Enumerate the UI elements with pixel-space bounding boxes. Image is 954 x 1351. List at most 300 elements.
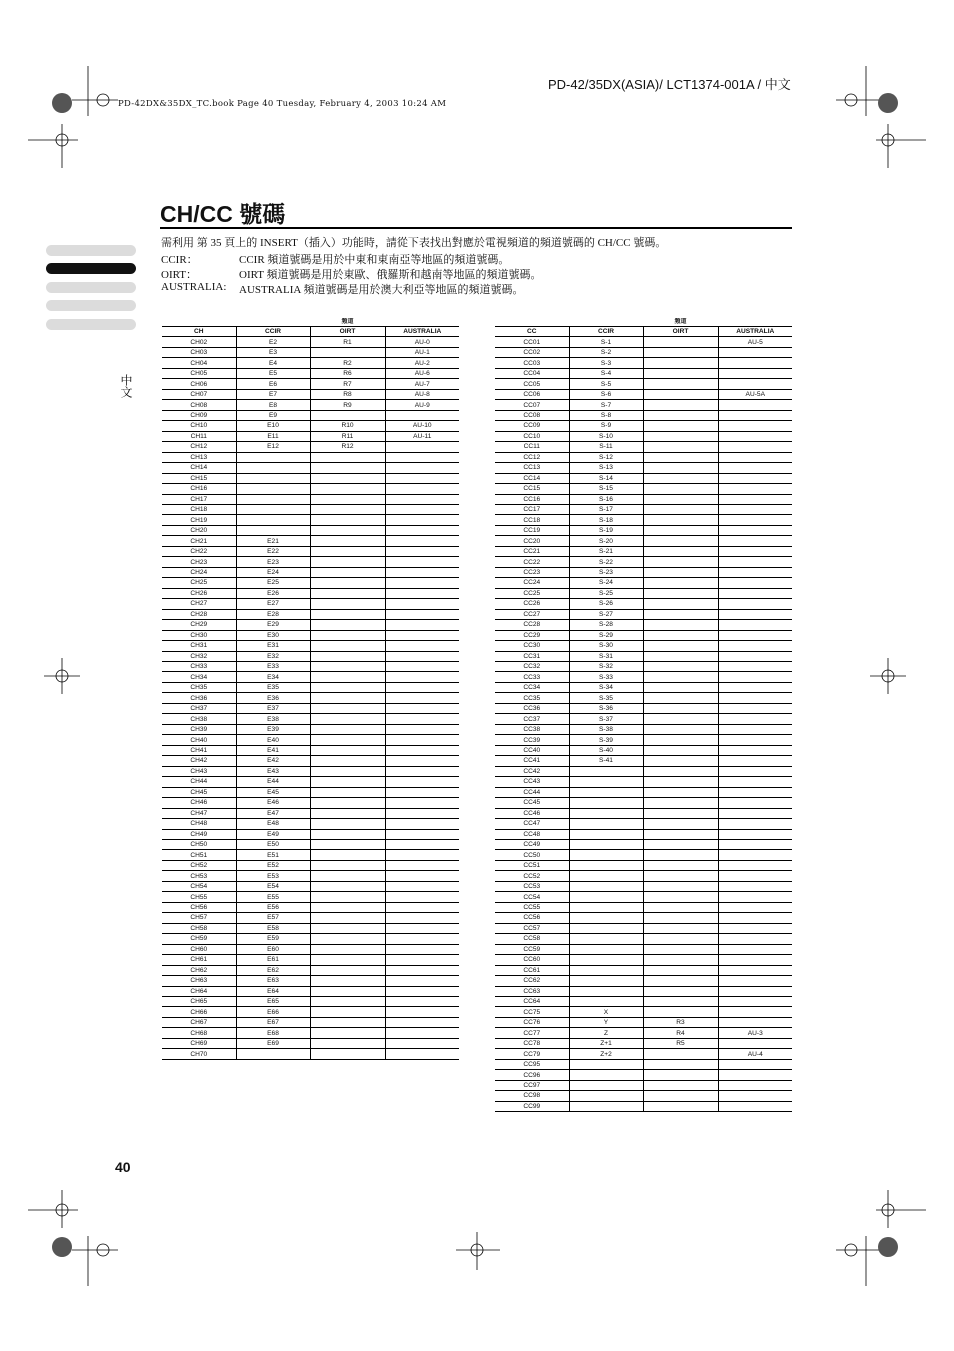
table-cell: [310, 986, 385, 996]
table-row: [495, 1017, 792, 1027]
table-cell: [718, 463, 792, 473]
table-cell: E55: [236, 892, 310, 902]
table-cell: E9: [236, 410, 310, 420]
table-cell: [385, 986, 459, 996]
table-cell: E36: [236, 693, 310, 703]
table-cell: [643, 442, 718, 452]
table-cell: CC97: [495, 1080, 569, 1090]
table-cell: AU-5A: [718, 389, 792, 399]
table-cell: CH68: [162, 1028, 236, 1038]
table-row: [495, 452, 792, 462]
table-cell: [385, 1049, 459, 1059]
table-row: [162, 965, 459, 975]
table-cell: S-14: [569, 473, 643, 483]
table-cell: AU-5: [718, 337, 792, 347]
table-cell: [310, 944, 385, 954]
table-cell: CC11: [495, 442, 569, 452]
table-cell: [643, 515, 718, 525]
table-cell: [310, 567, 385, 577]
table-row: [495, 662, 792, 672]
table-cell: [385, 703, 459, 713]
table-cell: [718, 662, 792, 672]
table-cell: R5: [643, 1038, 718, 1048]
table-row: [495, 473, 792, 483]
table-row: [495, 630, 792, 640]
table-row: [495, 1059, 792, 1069]
table-cell: [310, 724, 385, 734]
table-cell: E54: [236, 881, 310, 891]
table-cell: E51: [236, 850, 310, 860]
table-cell: CC48: [495, 829, 569, 839]
table-cell: CC21: [495, 546, 569, 556]
table-cell: [643, 641, 718, 651]
table-cell: [643, 1080, 718, 1090]
table-cell: CC06: [495, 389, 569, 399]
table-cell: [569, 819, 643, 829]
table-row: [495, 421, 792, 431]
table-cell: CH64: [162, 986, 236, 996]
table-cell: R9: [310, 400, 385, 410]
table-cell: S-23: [569, 567, 643, 577]
column-header: AUSTRALIA: [718, 327, 792, 337]
table-cell: [310, 682, 385, 692]
table-cell: S-21: [569, 546, 643, 556]
table-cell: [385, 745, 459, 755]
table-cell: [385, 860, 459, 870]
group-spacer: [495, 318, 569, 327]
table-cell: E33: [236, 662, 310, 672]
table-cell: [385, 682, 459, 692]
table-cell: CH27: [162, 599, 236, 609]
table-cell: [385, 504, 459, 514]
table-cell: [718, 1080, 792, 1090]
table-row: [162, 787, 459, 797]
table-cell: R7: [310, 379, 385, 389]
table-cell: CH19: [162, 515, 236, 525]
table-cell: [718, 808, 792, 818]
table-row: [162, 693, 459, 703]
table-cell: [718, 997, 792, 1007]
table-row: [495, 578, 792, 588]
table-cell: [385, 641, 459, 651]
table-cell: [643, 410, 718, 420]
table-cell: E38: [236, 714, 310, 724]
side-tab-active: [46, 263, 136, 274]
table-cell: S-9: [569, 421, 643, 431]
table-cell: CC09: [495, 421, 569, 431]
table-cell: [569, 1080, 643, 1090]
table-cell: R10: [310, 421, 385, 431]
table-cell: [718, 452, 792, 462]
table-cell: [385, 756, 459, 766]
table-cell: [310, 662, 385, 672]
table-cell: [385, 463, 459, 473]
table-cell: CC76: [495, 1017, 569, 1027]
table-cell: [643, 1091, 718, 1101]
table-cell: [569, 881, 643, 891]
table-row: [162, 546, 459, 556]
table-cell: [643, 599, 718, 609]
table-cell: [718, 777, 792, 787]
table-cell: CH10: [162, 421, 236, 431]
table-cell: CH17: [162, 494, 236, 504]
table-cell: [310, 997, 385, 1007]
table-cell: CC37: [495, 714, 569, 724]
table-row: [162, 588, 459, 598]
table-row: [162, 557, 459, 567]
table-cell: CC51: [495, 860, 569, 870]
table-cell: [310, 934, 385, 944]
table-row: [162, 1049, 459, 1059]
table-cell: [310, 651, 385, 661]
table-cell: [643, 745, 718, 755]
table-cell: S-40: [569, 745, 643, 755]
table-cell: [385, 567, 459, 577]
table-cell: E68: [236, 1028, 310, 1038]
table-cell: [718, 368, 792, 378]
table-cell: E67: [236, 1017, 310, 1027]
table-cell: [643, 484, 718, 494]
table-cell: [643, 358, 718, 368]
table-row: [495, 682, 792, 692]
table-cell: [643, 1070, 718, 1080]
table-cell: CH24: [162, 567, 236, 577]
table-cell: [643, 881, 718, 891]
table-cell: [718, 672, 792, 682]
table-cell: [643, 839, 718, 849]
table-cell: S-35: [569, 693, 643, 703]
table-row: [495, 819, 792, 829]
table-cell: CC35: [495, 693, 569, 703]
table-row: [162, 347, 459, 357]
table-cell: CC16: [495, 494, 569, 504]
table-row: [495, 976, 792, 986]
table-cell: S-12: [569, 452, 643, 462]
table-row: [495, 546, 792, 556]
table-cell: [643, 682, 718, 692]
table-cell: [643, 714, 718, 724]
table-row: [162, 735, 459, 745]
table-row: [495, 494, 792, 504]
table-cell: [718, 358, 792, 368]
table-cell: [385, 934, 459, 944]
definition-term: CCIR：: [161, 254, 198, 266]
table-cell: [310, 536, 385, 546]
table-cell: CH40: [162, 735, 236, 745]
table-cell: CH33: [162, 662, 236, 672]
table-cell: E41: [236, 745, 310, 755]
table-cell: [643, 976, 718, 986]
table-cell: [718, 798, 792, 808]
table-cell: CH67: [162, 1017, 236, 1027]
table-cell: [385, 787, 459, 797]
doc-code: PD-42/35DX(ASIA)/ LCT1374-001A / 中文: [548, 77, 791, 92]
table-cell: [718, 850, 792, 860]
table-cell: S-36: [569, 703, 643, 713]
table-row: [162, 662, 459, 672]
table-cell: [643, 609, 718, 619]
table-row: [495, 379, 792, 389]
table-cell: [569, 892, 643, 902]
table-cell: [385, 955, 459, 965]
table-cell: CC52: [495, 871, 569, 881]
table-cell: [385, 693, 459, 703]
table-cell: AU-3: [718, 1028, 792, 1038]
table-cell: CH57: [162, 913, 236, 923]
table-cell: X: [569, 1007, 643, 1017]
table-cell: CH50: [162, 839, 236, 849]
table-cell: [385, 766, 459, 776]
table-row: [162, 337, 459, 347]
table-row: [495, 955, 792, 965]
table-cell: [643, 1101, 718, 1111]
table-cell: [643, 1049, 718, 1059]
table-row: [162, 641, 459, 651]
table-cell: CC32: [495, 662, 569, 672]
table-cell: [310, 578, 385, 588]
table-row: [495, 735, 792, 745]
table-cell: CC23: [495, 567, 569, 577]
table-row: [495, 714, 792, 724]
table-cell: [385, 735, 459, 745]
table-cell: CC79: [495, 1049, 569, 1059]
table-cell: E32: [236, 651, 310, 661]
table-cell: [385, 850, 459, 860]
table-cell: [310, 1028, 385, 1038]
table-cell: CC49: [495, 839, 569, 849]
table-cell: [385, 923, 459, 933]
column-header: OIRT: [310, 327, 385, 337]
table-cell: CC47: [495, 819, 569, 829]
table-cell: [310, 787, 385, 797]
table-cell: [569, 902, 643, 912]
table-cell: [236, 494, 310, 504]
table-cell: [718, 902, 792, 912]
table-row: [162, 431, 459, 441]
table-row: [162, 400, 459, 410]
table-row: [495, 724, 792, 734]
table-cell: [569, 860, 643, 870]
table-cell: CC61: [495, 965, 569, 975]
table-cell: R12: [310, 442, 385, 452]
table-cell: CH54: [162, 881, 236, 891]
table-cell: CH34: [162, 672, 236, 682]
table-cell: [569, 923, 643, 933]
table-row: [162, 630, 459, 640]
table-cell: [643, 1059, 718, 1069]
table-row: [495, 1070, 792, 1080]
table-cell: [718, 1070, 792, 1080]
table-cell: S-11: [569, 442, 643, 452]
table-row: [495, 693, 792, 703]
table-cell: CH04: [162, 358, 236, 368]
table-cell: CH15: [162, 473, 236, 483]
table-cell: [310, 965, 385, 975]
table-cell: CH22: [162, 546, 236, 556]
table-cell: [310, 860, 385, 870]
book-info: PD-42DX&35DX_TC.book Page 40 Tuesday, February 4, 2003 10:24 AM: [118, 99, 447, 109]
table-cell: [310, 504, 385, 514]
table-cell: [385, 546, 459, 556]
table-row: [162, 473, 459, 483]
table-cell: [718, 766, 792, 776]
table-cell: [643, 620, 718, 630]
table-cell: E8: [236, 400, 310, 410]
table-row: [162, 745, 459, 755]
table-cell: [310, 976, 385, 986]
table-cell: [718, 965, 792, 975]
table-cell: CC10: [495, 431, 569, 441]
table-cell: E22: [236, 546, 310, 556]
table-cell: [310, 881, 385, 891]
table-cell: S-18: [569, 515, 643, 525]
table-row: [162, 682, 459, 692]
table-cell: CH02: [162, 337, 236, 347]
table-cell: [310, 473, 385, 483]
table-cell: [718, 557, 792, 567]
table-cell: [718, 400, 792, 410]
table-cell: [718, 724, 792, 734]
table-cell: E26: [236, 588, 310, 598]
table-cell: [718, 745, 792, 755]
table-cell: [310, 777, 385, 787]
table-cell: [718, 620, 792, 630]
table-cell: CC38: [495, 724, 569, 734]
table-cell: CC36: [495, 703, 569, 713]
table-row: [495, 839, 792, 849]
table-cell: CH48: [162, 819, 236, 829]
table-cell: R8: [310, 389, 385, 399]
table-cell: CH44: [162, 777, 236, 787]
table-cell: [643, 1007, 718, 1017]
table-row: [495, 902, 792, 912]
table-cell: [236, 1049, 310, 1059]
table-cell: [718, 515, 792, 525]
table-cell: [718, 525, 792, 535]
column-header: CC: [495, 327, 569, 337]
table-cell: [718, 410, 792, 420]
table-cell: [385, 892, 459, 902]
table-cell: [643, 578, 718, 588]
table-cell: CH36: [162, 693, 236, 703]
table-cell: E44: [236, 777, 310, 787]
column-header: AUSTRALIA: [385, 327, 459, 337]
table-cell: CH70: [162, 1049, 236, 1059]
table-row: [162, 934, 459, 944]
table-cell: [569, 1101, 643, 1111]
table-cell: [310, 1007, 385, 1017]
table-cell: E66: [236, 1007, 310, 1017]
table-cell: CC42: [495, 766, 569, 776]
table-cell: [718, 599, 792, 609]
table-cell: S-33: [569, 672, 643, 682]
table-cell: [569, 1091, 643, 1101]
table-cell: [385, 452, 459, 462]
table-row: [495, 567, 792, 577]
table-cell: [569, 1059, 643, 1069]
table-cell: [310, 902, 385, 912]
table-cell: [310, 1017, 385, 1027]
table-cell: [643, 777, 718, 787]
table-cell: AU-6: [385, 368, 459, 378]
table-row: [495, 913, 792, 923]
table-cell: [718, 609, 792, 619]
table-cell: [569, 808, 643, 818]
table-cell: [385, 620, 459, 630]
table-row: [495, 620, 792, 630]
table-row: [495, 860, 792, 870]
table-cell: S-32: [569, 662, 643, 672]
table-cell: E61: [236, 955, 310, 965]
definition-term: AUSTRALIA:: [161, 281, 227, 293]
table-row: [162, 724, 459, 734]
table-cell: CC31: [495, 651, 569, 661]
table-cell: [310, 494, 385, 504]
table-cell: AU-7: [385, 379, 459, 389]
ch-table: [162, 318, 459, 1060]
table-row: [495, 337, 792, 347]
table-row: [495, 787, 792, 797]
table-cell: [310, 609, 385, 619]
table-cell: [310, 703, 385, 713]
table-cell: [718, 651, 792, 661]
table-cell: [643, 662, 718, 672]
table-cell: [718, 442, 792, 452]
side-tab: [46, 300, 136, 311]
table-row: [495, 588, 792, 598]
table-row: [162, 515, 459, 525]
table-cell: [718, 923, 792, 933]
table-cell: S-28: [569, 620, 643, 630]
table-cell: [718, 955, 792, 965]
table-cell: CC41: [495, 756, 569, 766]
table-cell: CH61: [162, 955, 236, 965]
table-cell: [718, 484, 792, 494]
table-cell: [718, 578, 792, 588]
table-cell: [310, 798, 385, 808]
table-cell: [718, 431, 792, 441]
table-row: [162, 892, 459, 902]
table-cell: CC77: [495, 1028, 569, 1038]
table-cell: [718, 871, 792, 881]
table-cell: [310, 546, 385, 556]
table-cell: [718, 682, 792, 692]
side-tab: [46, 319, 136, 330]
table-cell: R1: [310, 337, 385, 347]
table-cell: S-30: [569, 641, 643, 651]
table-cell: CH47: [162, 808, 236, 818]
table-cell: [310, 693, 385, 703]
table-cell: [310, 839, 385, 849]
side-tab: [46, 245, 136, 256]
table-row: [162, 871, 459, 881]
table-cell: AU-11: [385, 431, 459, 441]
table-cell: CC44: [495, 787, 569, 797]
table-cell: [718, 860, 792, 870]
table-cell: [569, 787, 643, 797]
table-cell: [718, 976, 792, 986]
table-row: [495, 1101, 792, 1111]
table-cell: CC98: [495, 1091, 569, 1101]
table-cell: E45: [236, 787, 310, 797]
table-cell: E52: [236, 860, 310, 870]
table-cell: [310, 1038, 385, 1048]
table-cell: S-15: [569, 484, 643, 494]
table-cell: [385, 588, 459, 598]
table-cell: CC19: [495, 525, 569, 535]
table-cell: [643, 766, 718, 776]
table-cell: [385, 515, 459, 525]
